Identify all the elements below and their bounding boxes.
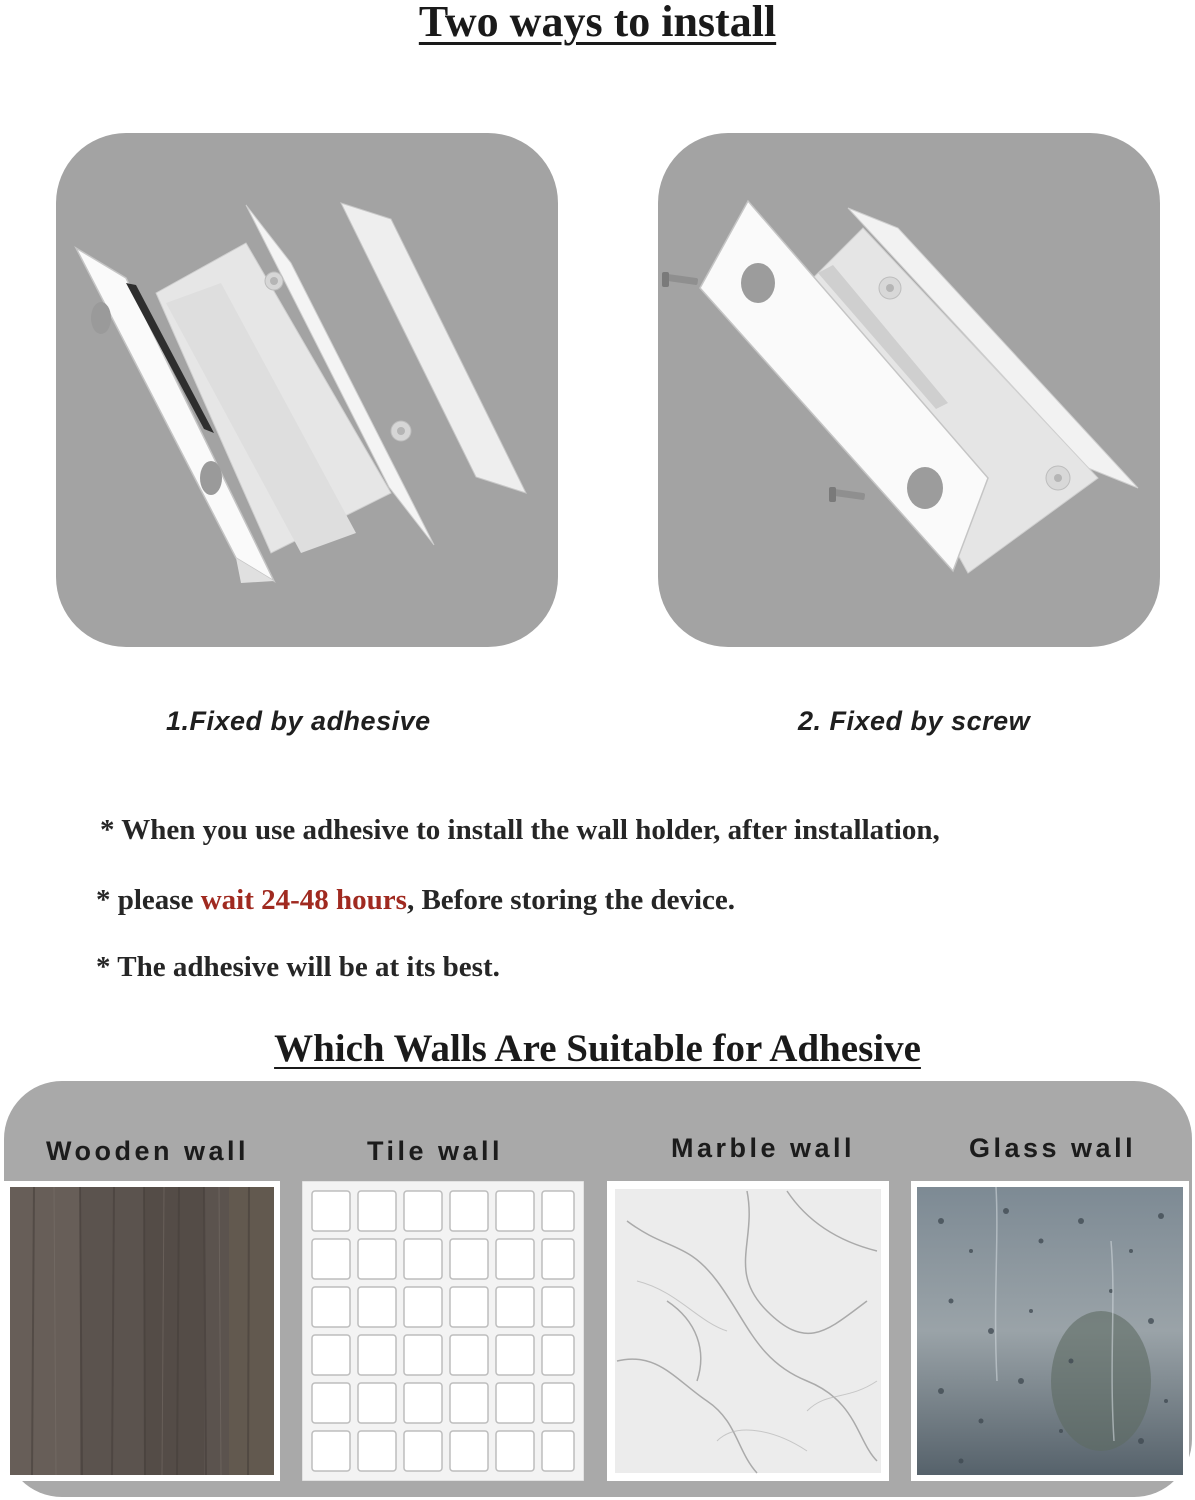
note-line-3: * The adhesive will be at its best. [96,951,500,983]
wall-label-marble: Marble wall [671,1133,856,1163]
adhesive-method-panel [56,133,558,647]
marble-texture-image [607,1181,889,1481]
wall-label-wooden: Wooden wall [46,1136,250,1166]
glass-texture-image [911,1181,1189,1481]
wait-time-highlight: wait 24-48 hours [200,884,407,916]
wooden-wall-swatch [4,1181,280,1481]
adhesive-method-caption: 1.Fixed by adhesive [166,706,431,736]
note-line-2 [96,884,735,917]
walls-section-title: Which Walls Are Suitable for Adhesive [274,1027,921,1070]
wall-label-glass: Glass wall [969,1133,1137,1163]
marble-wall-swatch [607,1181,889,1481]
wood-texture-image [4,1181,280,1481]
note-line-2-suffix: , Before storing the device. [406,884,736,916]
adhesive-bracket-image [56,133,558,647]
note-line-2-prefix: * please [96,884,201,916]
screw-bracket-image [658,133,1160,647]
screw-icon [662,272,698,287]
screw-method-panel [658,133,1160,647]
tile-texture-image [302,1181,584,1481]
glass-wall-swatch [911,1181,1189,1481]
tile-wall-swatch [302,1181,584,1481]
wall-label-tile: Tile wall [367,1136,504,1166]
page-title: Two ways to install [418,0,777,46]
screw-method-caption: 2. Fixed by screw [798,706,1031,736]
note-line-1: * When you use adhesive to install the wall holder, after installation, [100,814,940,846]
